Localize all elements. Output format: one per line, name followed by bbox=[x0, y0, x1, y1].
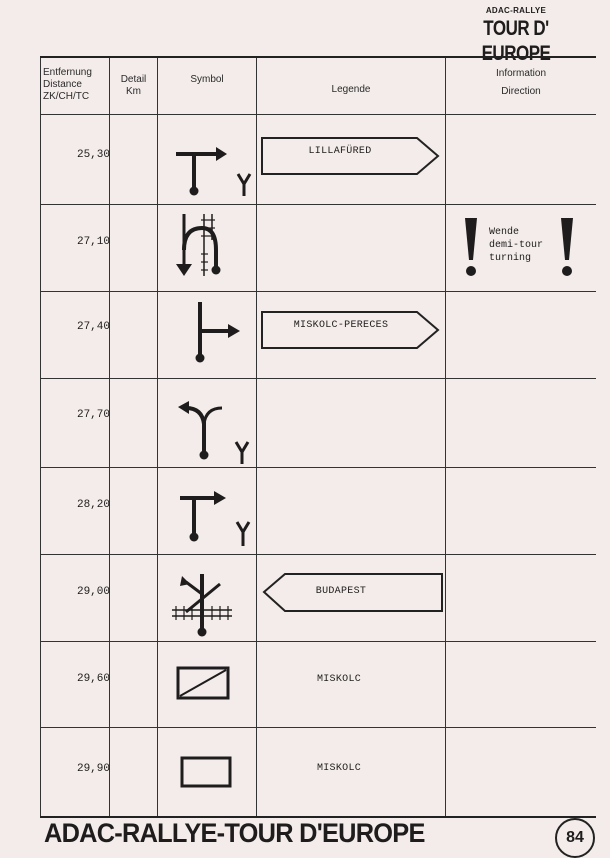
page-number: 84 bbox=[555, 818, 595, 858]
header-detail: Detail Km bbox=[120, 74, 147, 97]
info-text-row-2: Wende demi-tour turning bbox=[489, 227, 544, 264]
rally-logo bbox=[462, 6, 570, 65]
footer-title: ADAC-RALLYE-TOUR D'EUROPE bbox=[44, 818, 425, 848]
tulip-u-turn-icon bbox=[170, 210, 250, 280]
distance-row-6: 29,00 bbox=[76, 586, 110, 598]
roadbook-table bbox=[40, 56, 596, 818]
row-line bbox=[40, 554, 596, 555]
row-line bbox=[40, 204, 596, 205]
header-symbol: Symbol bbox=[190, 74, 224, 85]
tulip-railway-crossing-icon bbox=[170, 564, 250, 638]
exclamation-right-icon bbox=[558, 216, 576, 280]
sign-text-row-8: MISKOLC bbox=[316, 763, 362, 774]
distance-row-5: 28,20 bbox=[76, 499, 110, 511]
col-line bbox=[157, 58, 158, 816]
town-sign-end-icon bbox=[176, 666, 232, 702]
col-line bbox=[109, 58, 110, 816]
sign-text-row-1: LILLAFÜRED bbox=[308, 146, 372, 157]
sign-text-row-3: MISKOLC-PERECES bbox=[293, 320, 389, 331]
row-line bbox=[40, 291, 596, 292]
distance-row-7: 29,60 bbox=[76, 673, 110, 685]
header-distance: Entfernung Distance ZK/CH/TC bbox=[43, 67, 92, 102]
sign-text-row-7: MISKOLC bbox=[316, 674, 362, 685]
row-line bbox=[40, 378, 596, 379]
distance-row-4: 27,70 bbox=[76, 409, 110, 421]
row-line bbox=[40, 114, 596, 115]
logo-line-2: TOUR D' EUROPE bbox=[481, 16, 551, 65]
distance-row-2: 27,10 bbox=[76, 236, 110, 248]
col-line bbox=[445, 58, 446, 816]
exclamation-left-icon bbox=[462, 216, 480, 280]
row-line bbox=[40, 727, 596, 728]
distance-row-1: 25,30 bbox=[76, 149, 110, 161]
town-sign-icon bbox=[180, 756, 234, 790]
distance-row-3: 27,40 bbox=[76, 321, 110, 333]
header-legend: Legende bbox=[331, 84, 371, 95]
tulip-right-junction-icon bbox=[180, 298, 250, 368]
col-line bbox=[40, 58, 41, 816]
tulip-fork-left-icon bbox=[176, 388, 260, 462]
row-line bbox=[40, 467, 596, 468]
header-information: Information Direction bbox=[495, 68, 547, 97]
distance-row-8: 29,90 bbox=[76, 763, 110, 775]
tulip-right-turn-icon bbox=[170, 130, 260, 200]
logo-line-1: ADAC-RALLYE bbox=[485, 6, 547, 15]
tulip-right-turn-icon bbox=[170, 478, 260, 550]
sign-text-row-6: BUDAPEST bbox=[315, 586, 367, 597]
row-line bbox=[40, 641, 596, 642]
